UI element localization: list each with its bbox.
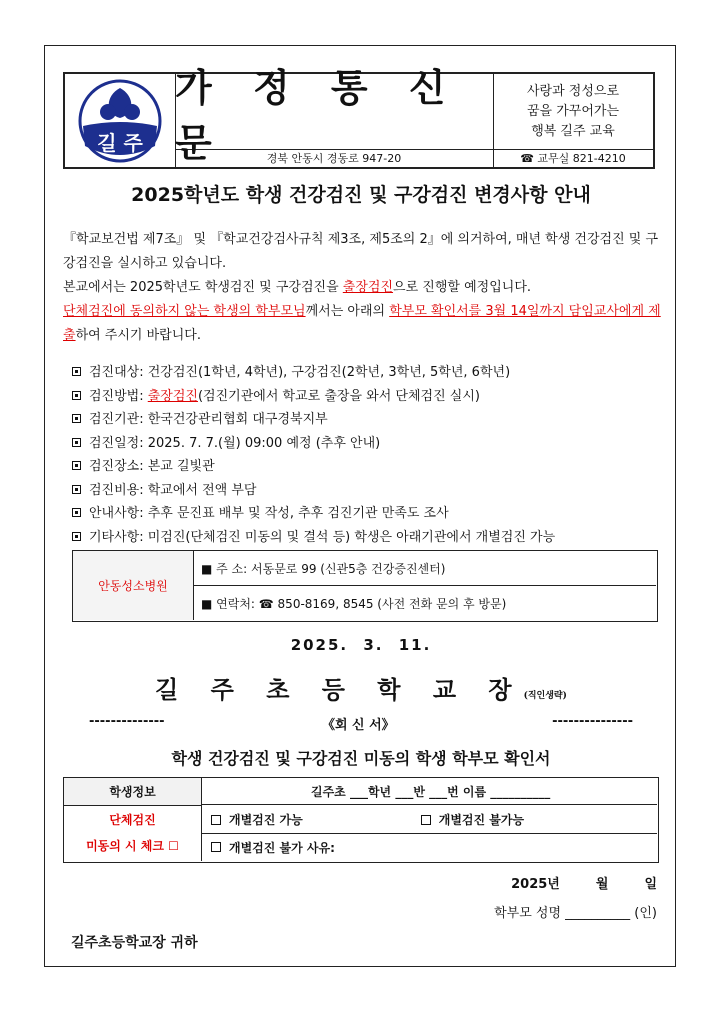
notice-title: 2025학년도 학생 건강검진 및 구강검진 변경사항 안내	[131, 184, 591, 206]
hospital-name: 안동성소병원	[73, 551, 194, 620]
motto-line: 행복 길주 교육	[531, 123, 615, 139]
intro-highlight: 출장검진	[342, 280, 394, 295]
principal-title: 길 주 초 등 학 교 장	[155, 675, 524, 704]
square-bullet-icon	[72, 438, 81, 447]
square-bullet-icon	[72, 508, 81, 517]
consent-form-table	[63, 777, 659, 863]
intro-text: 께서는 아래의	[305, 304, 390, 319]
sign-day: 일	[644, 877, 657, 892]
school-logo	[65, 74, 176, 167]
item-text: (검진기관에서 학교로 출장을 와서 단체검진 실시)	[197, 388, 480, 404]
motto-line: 꿈을 가꾸어가는	[526, 103, 620, 119]
checkbox[interactable]	[211, 815, 221, 825]
item-highlight: 출장검진	[147, 388, 198, 404]
item-text: 검진방법:	[89, 388, 148, 404]
square-bullet-icon	[72, 485, 81, 494]
item-text: 검진비용: 학교에서 전액 부담	[89, 482, 257, 498]
dash-right: ---------------	[552, 714, 633, 729]
square-bullet-icon	[72, 461, 81, 470]
header-table	[63, 64, 655, 169]
notice-page	[44, 45, 676, 967]
square-bullet-icon	[72, 414, 81, 423]
item-text: 검진기관: 한국건강관리협회 대구경북지부	[89, 412, 328, 427]
school-address: 경북 안동시 경동로 947-20	[175, 149, 494, 167]
square-bullet-icon	[72, 532, 81, 541]
item-text: 검진대상: 건강검진(1학년, 4학년), 구강검진(2학년, 3학년, 5학년, 6학년)	[89, 365, 511, 380]
newsletter-title: 가 정 통 신 문	[175, 64, 460, 165]
cut-line	[89, 714, 633, 733]
disagree-check[interactable]: 미동의 시 체크 ☐	[86, 839, 179, 853]
checkup-details-list	[72, 361, 672, 549]
item-text: 검진일정: 2025. 7. 7.(월) 09:00 예정 (추후 안내)	[89, 435, 381, 451]
item-text: 검진장소: 본교 길빛관	[89, 459, 215, 474]
square-bullet-icon	[72, 367, 81, 376]
group-label-line-2	[86, 833, 179, 859]
hospital-address: ■ 주 소: 서동문로 99 (신관5층 건강증진센터)	[193, 551, 656, 586]
hospital-contact: ■ 연락처: ☎ 850-8169, 8545 (사전 전화 문의 후 방문)	[201, 596, 507, 611]
school-emblem-icon	[65, 74, 175, 167]
school-motto	[493, 74, 653, 150]
group-checkup-label	[64, 805, 202, 861]
option-impossible[interactable]	[421, 811, 524, 828]
school-phone: ☎ 교무실 821-4210	[520, 152, 626, 165]
motto-line: 사랑과 정성으로	[526, 83, 620, 99]
list-item	[72, 408, 672, 432]
logo-text: 길 주	[97, 131, 143, 155]
notice-date: 2025. 3. 11.	[290, 636, 432, 654]
reply-label: 《회 신 서》	[321, 718, 395, 733]
item-text: 안내사항: 추후 문진표 배부 및 작성, 추후 검진기관 만족도 조사	[89, 506, 449, 521]
dash-left: --------------	[89, 714, 165, 729]
sign-year: 2025년	[511, 877, 560, 892]
list-item	[72, 432, 672, 456]
option-possible[interactable]	[211, 811, 303, 828]
intro-highlight: 단체검진에 동의하지 않는 학생의 학부모님	[63, 304, 306, 319]
option-label: 개별검진 가능	[229, 812, 303, 827]
intro-paragraph-3	[63, 300, 663, 348]
list-item	[72, 385, 672, 409]
group-label-line-1: 단체검진	[109, 813, 156, 827]
seal-note: (직인생략)	[523, 691, 567, 701]
option-reason-row[interactable]	[201, 833, 657, 861]
square-bullet-icon	[72, 391, 81, 400]
reply-form-title: 학생 건강검진 및 구강검진 미동의 학생 학부모 확인서	[171, 749, 551, 768]
list-item	[72, 361, 672, 385]
list-item	[72, 479, 672, 503]
option-label: 개별검진 불가능	[438, 812, 525, 827]
intro-paragraph-1: 『학교보건법 제7조』 및 『학교건강검사규칙 제3조, 제5조의 2』에 의거하여, 매년 학생 건강검진 및 구강검진을 실시하고 있습니다.	[63, 232, 659, 271]
intro-highlight: 학부모 확인서를 3월 14일까지 담임교사에게 제출	[63, 304, 661, 343]
intro-text: 으로 진행할 예정입니다.	[393, 280, 532, 295]
student-info-field[interactable]: 길주초 ___학년 ___반 ___번 이름 __________	[201, 778, 657, 805]
list-item	[72, 455, 672, 479]
option-label: 개별검진 불가 사유:	[229, 840, 335, 855]
item-text: 기타사항: 미검진(단체검진 미동의 및 결석 등) 학생은 아래기관에서 개별검진 가능	[89, 529, 556, 545]
principal-signature	[45, 670, 677, 705]
intro-text: 하여 주시기 바랍니다.	[75, 328, 201, 343]
sign-date	[511, 873, 657, 892]
checkbox[interactable]	[211, 842, 221, 852]
list-item	[72, 502, 672, 526]
student-info-label: 학생정보	[64, 778, 202, 806]
intro-text: 본교에서는 2025학년도 학생검진 및 구강검진을	[63, 280, 343, 295]
addressee: 길주초등학교장 귀하	[71, 935, 198, 951]
intro-paragraph-2	[63, 276, 663, 300]
parent-signature[interactable]: 학부모 성명 __________ (인)	[494, 906, 657, 921]
sign-month: 월	[595, 877, 609, 892]
hospital-info-table	[72, 550, 658, 622]
option-row	[201, 805, 657, 834]
list-item	[72, 526, 672, 550]
checkbox[interactable]	[421, 815, 431, 825]
